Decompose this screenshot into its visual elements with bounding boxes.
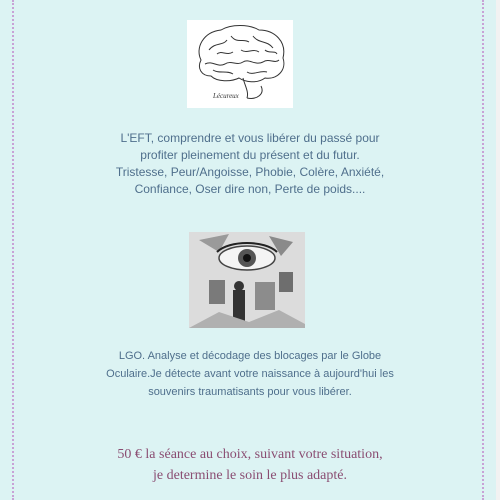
brain-signature: Lécureux [213, 92, 239, 100]
eye-icon [189, 232, 305, 328]
left-dotted-border [12, 0, 14, 500]
eft-line: Confiance, Oser dire non, Perte de poids.... [134, 182, 366, 196]
eye-collage-image [189, 232, 305, 328]
eft-description [40, 130, 460, 198]
right-dotted-border [482, 0, 484, 500]
lgo-line: souvenirs traumatisants pour vous libérer. [148, 386, 352, 398]
lgo-description [40, 347, 460, 401]
eft-line: L'EFT, comprendre et vous libérer du passé pour [120, 131, 380, 145]
brain-icon [187, 20, 293, 108]
eft-line: Tristesse, Peur/Angoisse, Phobie, Colère, Anxiété, [115, 165, 385, 179]
price-line: 50 € la séance au choix, suivant votre situation, [117, 447, 383, 462]
price-info [30, 444, 470, 486]
lgo-line: Oculaire.Je détecte avant votre naissance à aujourd'hui les [106, 368, 394, 380]
price-line: je determine le soin le plus adapté. [153, 468, 347, 483]
eft-line: profiter pleinement du présent et du futur. [140, 148, 360, 162]
brain-sketch-image [187, 20, 293, 108]
lgo-line: LGO. Analyse et décodage des blocages par le Globe [118, 350, 382, 362]
